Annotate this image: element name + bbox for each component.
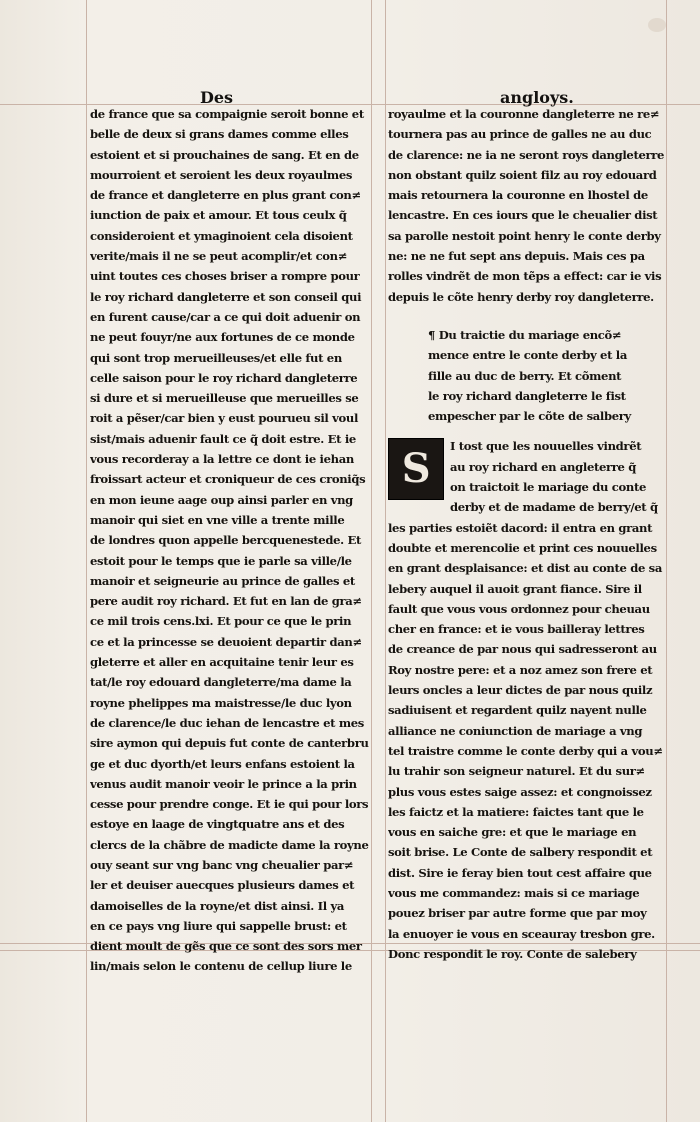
gutter-rule-left bbox=[371, 0, 372, 1122]
text-line: gleterre et aller en acquitaine tenir leur es bbox=[90, 655, 354, 670]
running-header-left: Des bbox=[200, 88, 234, 107]
rubric-line: ¶ Du traictie du mariage encõ≠ bbox=[428, 327, 622, 342]
text-line: lebery auquel il auoit grant fiance. Sire il bbox=[388, 581, 642, 596]
text-line: en grant desplaisance: et dist au conte de sa bbox=[388, 561, 663, 576]
text-line: sa parolle nestoit point henry le conte derby bbox=[388, 228, 661, 243]
text-line: on traictoit le mariage du conte bbox=[450, 480, 646, 495]
rubric-line: mence entre le conte derby et la bbox=[428, 348, 627, 363]
text-line: estoient et si prouchaines de sang. Et en de bbox=[90, 147, 359, 162]
text-line: roit a pẽser/car bien y eust pourueu sil voul bbox=[90, 411, 359, 426]
rubric-line: empescher par le cõte de salbery bbox=[428, 409, 631, 424]
text-line: tel traistre comme le conte derby qui a vou≠ bbox=[388, 743, 663, 758]
text-line: ce et la princesse se deuoient departir dan≠ bbox=[90, 634, 362, 649]
text-line: vous recorderay a la lettre ce dont ie iehan bbox=[90, 452, 354, 467]
text-line: de londres quon appelle bercquenestede. Et bbox=[90, 533, 361, 548]
text-line: lu trahir son seigneur naturel. Et du sur≠ bbox=[388, 764, 645, 779]
text-line: royaulme et la couronne dangleterre ne re≠ bbox=[388, 107, 660, 121]
text-line: mais retournera la couronne en lhostel de bbox=[388, 188, 648, 203]
text-line: royne phelippes ma maistresse/le duc lyon bbox=[90, 695, 352, 710]
text-line: plus vous estes saige assez: et congnoissez bbox=[388, 784, 652, 799]
decorated-initial: S bbox=[388, 438, 444, 500]
text-line: Donc respondit le roy. Conte de salebery bbox=[388, 946, 637, 961]
text-line: non obstant quilz soient filz au roy edouard bbox=[388, 167, 657, 182]
text-line: en furent cause/car a ce qui doit aduenir on bbox=[90, 309, 361, 324]
text-line: ne peut fouyr/ne aux fortunes de ce monde bbox=[90, 330, 355, 345]
text-line: Roy nostre pere: et a noz amez son frere et bbox=[388, 662, 653, 677]
text-line: fault que vous vous ordonnez pour cheuau bbox=[388, 601, 650, 616]
text-line: uint toutes ces choses briser a rompre pour bbox=[90, 269, 360, 284]
text-line: ce mil trois cens.lxi. Et pour ce que le prin bbox=[90, 614, 352, 629]
gutter-rule-right bbox=[385, 0, 386, 1122]
left-text-column bbox=[90, 104, 370, 977]
text-line: clercs de la chãbre de madicte dame la royne bbox=[90, 837, 369, 852]
rubric-line: fille au duc de berry. Et cõment bbox=[428, 368, 622, 383]
text-line: cher en france: et ie vous bailleray lettres bbox=[388, 622, 645, 637]
text-line: belle de deux si grans dames comme elles bbox=[90, 127, 349, 142]
text-line: en mon ieune aage oup ainsi parler en vng bbox=[90, 492, 353, 507]
text-line: de france et dangleterre en plus grant con≠ bbox=[90, 188, 361, 203]
chapter-rubric bbox=[388, 325, 664, 426]
text-line: lencastre. En ces iours que le cheualier dist bbox=[388, 208, 658, 223]
text-line: ge et duc dyorth/et leurs enfans estoient la bbox=[90, 756, 355, 771]
text-line: estoye en laage de vingtquatre ans et des bbox=[90, 817, 345, 832]
text-line: soit brise. Le Conte de salbery respondit et bbox=[388, 845, 653, 860]
text-line: iunction de paix et amour. Et tous ceulx q̃ bbox=[90, 208, 347, 223]
text-line: depuis le cõte henry derby roy dangleterre. bbox=[388, 289, 654, 304]
text-line: damoiselles de la royne/et dist ainsi. Il ya bbox=[90, 898, 345, 913]
text-line: les parties estoiẽt dacord: il entra en grant bbox=[388, 520, 653, 535]
text-line: dist. Sire ie feray bien tout cest affaire que bbox=[388, 865, 652, 880]
text-line: qui sont trop merueilleuses/et elle fut en bbox=[90, 350, 342, 365]
text-line: froissart acteur et croniqueur de ces croniq̃s bbox=[90, 472, 366, 487]
text-line: la enuoyer ie vous en sceauray tresbon gre. bbox=[388, 926, 655, 941]
text-line: I tost que les nouuelles vindrẽt bbox=[450, 439, 642, 454]
rubric-line: le roy richard dangleterre le fist bbox=[428, 388, 626, 403]
text-line: cesse pour prendre conge. Et ie qui pour lors bbox=[90, 797, 369, 812]
text-line: manoir qui siet en vne ville a trente mille bbox=[90, 512, 345, 527]
text-line: en ce pays vng liure qui sappelle brust: et bbox=[90, 918, 347, 933]
text-line: pouez briser par autre forme que par moy bbox=[388, 906, 647, 921]
text-line: alliance ne coniunction de mariage a vng bbox=[388, 723, 643, 738]
text-line: pere audit roy richard. Et fut en lan de gra≠ bbox=[90, 594, 362, 609]
text-line: vous en saiche gre: et que le mariage en bbox=[388, 825, 637, 840]
text-line: leurs oncles a leur dictes de par nous quilz bbox=[388, 683, 653, 698]
text-line: derby et de madame de berry/et q̃ bbox=[450, 500, 658, 515]
text-line: manoir et seigneurie au prince de galles et bbox=[90, 573, 355, 588]
text-line: dient moult de gẽs que ce sont des sors mer bbox=[90, 939, 362, 954]
text-line: si dure et si merueilleuse que merueilles se bbox=[90, 391, 359, 406]
text-line: de clarence: ne ia ne seront roys dangleterre bbox=[388, 147, 664, 162]
text-line: sadiuisent et regardent quilz nayent nulle bbox=[388, 703, 647, 718]
text-line: les faictz et la matiere: faictes tant que le bbox=[388, 804, 644, 819]
text-line: tat/le roy edouard dangleterre/ma dame la bbox=[90, 675, 352, 690]
text-line: sist/mais aduenir fault ce q̃ doit estre. Et ie bbox=[90, 431, 356, 446]
paper-stain bbox=[648, 18, 666, 32]
text-line: rolles vindrẽt de mon tẽps a effect: car ie vis bbox=[388, 269, 662, 284]
text-line: au roy richard en angleterre q̃ bbox=[450, 459, 636, 474]
text-line: estoit pour le temps que ie parle sa ville/le bbox=[90, 553, 352, 568]
text-line: de clarence/le duc iehan de lencastre et mes bbox=[90, 715, 364, 730]
text-line: de creance de par nous qui sadresseront au bbox=[388, 642, 657, 657]
text-line: verite/mais il ne se peut acomplir/et con≠ bbox=[90, 249, 348, 264]
margin-rule-right bbox=[666, 0, 667, 1122]
text-line: tournera pas au prince de galles ne au duc bbox=[388, 127, 652, 142]
right-column-continuation bbox=[388, 104, 664, 307]
text-line: mourroient et seroient les deux royaulmes bbox=[90, 167, 353, 182]
text-line: celle saison pour le roy richard dangleterre bbox=[90, 370, 358, 385]
text-line: lin/mais selon le contenu de cellup liure le bbox=[90, 959, 352, 974]
text-line: sire aymon qui depuis fut conte de canterbru bbox=[90, 736, 369, 751]
running-header-right: angloys. bbox=[500, 88, 574, 107]
text-line: ouy seant sur vng banc vng cheualier par≠ bbox=[90, 857, 354, 872]
text-line: venus audit manoir veoir le prince a la prin bbox=[90, 776, 357, 791]
text-line: ne: ne ne fut sept ans depuis. Mais ces pa bbox=[388, 249, 645, 264]
text-line: de france que sa compaignie seroit bonne et bbox=[90, 107, 364, 121]
text-line: vous me commandez: mais si ce mariage bbox=[388, 885, 640, 900]
text-line: le roy richard dangleterre et son conseil qui bbox=[90, 289, 362, 304]
text-line: ler et deuiser auecques plusieurs dames et bbox=[90, 878, 355, 893]
text-line: consideroient et ymaginoient cela disoient bbox=[90, 228, 353, 243]
right-text-column bbox=[388, 104, 664, 964]
text-line: doubte et merencolie et print ces nouuelles bbox=[388, 540, 657, 555]
chapter-body-text bbox=[388, 436, 664, 964]
chapter-opening bbox=[388, 436, 664, 964]
margin-rule-left bbox=[86, 0, 87, 1122]
